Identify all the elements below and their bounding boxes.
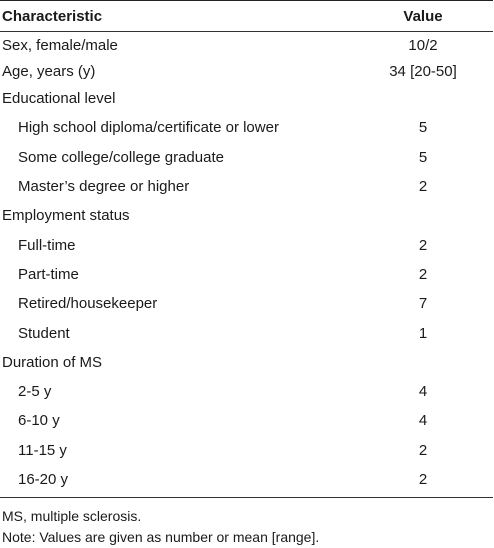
table-header (0, 1, 493, 32)
table-row (0, 32, 493, 58)
row-label: 6-10 y (18, 412, 60, 430)
row-value: 10/2 (408, 36, 438, 54)
row-label: Retired/housekeeper (18, 295, 158, 313)
row-value: 2 (418, 471, 428, 488)
row-label: High school diploma/certificate or lower (18, 119, 279, 137)
table-row (0, 377, 493, 406)
table-row (0, 58, 493, 84)
section-label: Educational level (2, 90, 116, 108)
table-row-section (0, 348, 493, 377)
table-row (0, 230, 493, 259)
row-value: 1 (418, 324, 428, 342)
table-row-section (0, 201, 493, 230)
table-row (0, 172, 493, 201)
row-label: Part-time (18, 265, 79, 283)
row-value: 5 (418, 148, 428, 166)
table-row (0, 143, 493, 172)
row-label: 11-15 y (18, 441, 67, 459)
header-value: Value (403, 7, 443, 25)
table-row (0, 436, 493, 465)
table-row-section (0, 84, 493, 113)
row-value: 2 (418, 178, 428, 196)
row-value: 34 [20-50] (389, 62, 457, 80)
table-notes (2, 506, 319, 548)
row-value: 4 (418, 412, 428, 430)
table-row (0, 318, 493, 347)
row-label: 2-5 y (18, 383, 52, 401)
row-label: Master’s degree or higher (18, 178, 190, 196)
values-note: Note: Values are given as number or mean [range]. (2, 529, 320, 545)
row-value: 4 (418, 383, 428, 401)
row-value: 2 (418, 236, 428, 254)
row-label: Full-time (18, 236, 76, 254)
abbreviation-note: MS, multiple sclerosis. (2, 508, 142, 524)
row-label: Student (18, 324, 70, 342)
table-row (0, 113, 493, 142)
table-row (0, 260, 493, 289)
section-label: Employment status (2, 207, 130, 225)
table-bottom-rule (0, 497, 493, 498)
row-label: Sex, female/male (2, 36, 118, 54)
header-characteristic: Characteristic (2, 7, 103, 25)
row-value: 2 (418, 441, 428, 459)
row-value: 5 (418, 119, 428, 137)
row-label: 16-20 y (18, 471, 69, 488)
row-label: Age, years (y) (2, 62, 96, 80)
row-value: 7 (418, 295, 428, 313)
table-row (0, 406, 493, 435)
row-label: Some college/college graduate (18, 148, 224, 166)
table-row (0, 465, 493, 494)
table-row (0, 289, 493, 318)
section-label: Duration of MS (2, 353, 103, 371)
row-value: 2 (418, 265, 428, 283)
